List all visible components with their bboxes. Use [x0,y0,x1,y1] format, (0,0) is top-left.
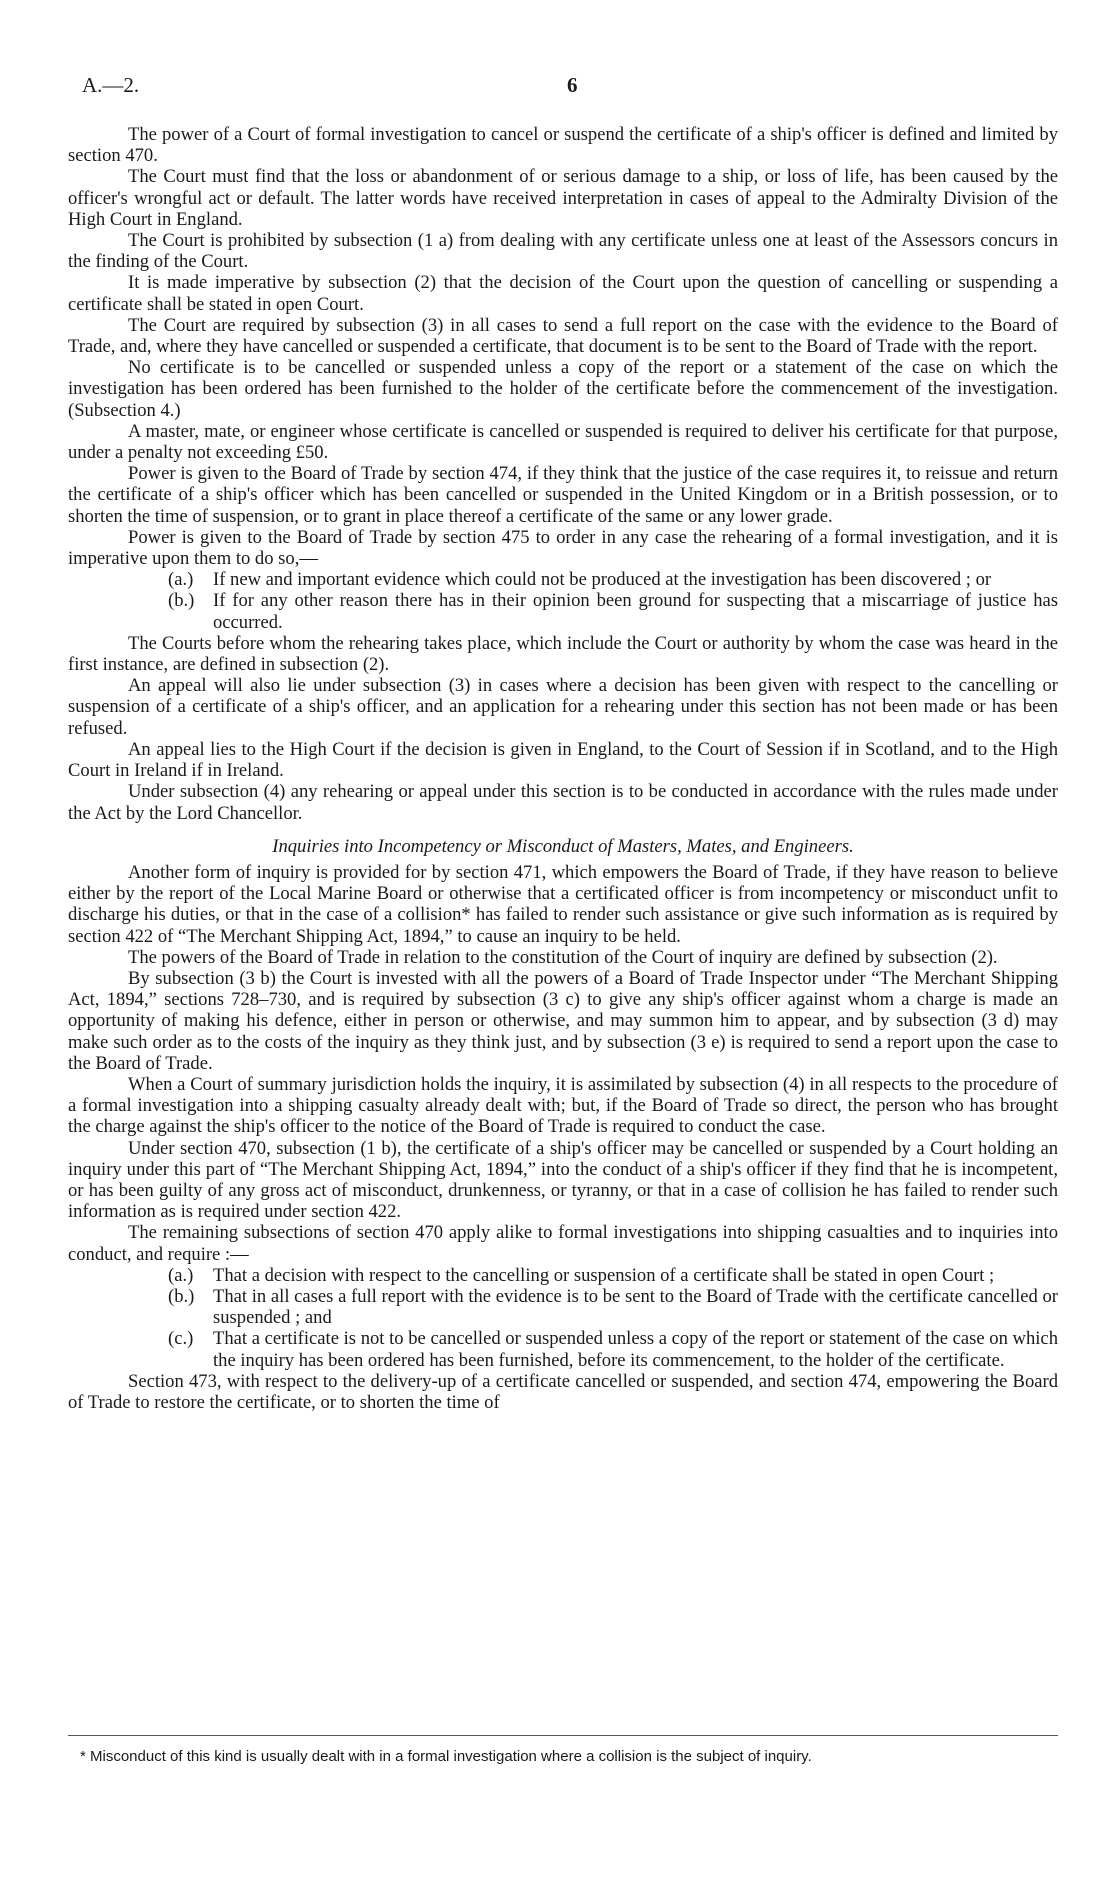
list-item [68,1286,1058,1328]
paragraph: The Courts before whom the rehearing takes place, which include the Court or authority by whom the case was heard in the first instance, are defined in subsection (2). [68,632,1058,676]
list-item [68,1328,1058,1370]
list-item [68,590,1058,632]
paragraph: Under section 470, subsection (1 b), the certificate of a ship's officer may be cancelled or suspended by a Court holding an inquiry under this part of “The Merchant Shipping Act, 1894,” into the conduct of a ship's officer if they find that he is incompetent, or has been guilty of any gross act of misconduct, drunkenness, or tyranny, or that in a case of collision he has failed to render such information as is required under section 422. [68,1137,1058,1223]
paragraph: An appeal will also lie under subsection (3) in cases where a decision has been given with respect to the cancelling or suspension of a certificate of a ship's officer, and an application for a rehearing under this section has not been made or has been refused. [68,675,1058,739]
list-item-text: That a decision with respect to the cancelling or suspension of a certificate shall be stated in open Court ; [213,1264,995,1286]
paragraph: The powers of the Board of Trade in relation to the constitution of the Court of inquiry are defined by subsection (2). [128,946,998,968]
list-item-label: (b.) [168,590,195,612]
paragraph: The Court are required by subsection (3) in all cases to send a full report on the case with the evidence to the Board of Trade, and, where they have cancelled or suspended a certificate, that document is to be sent to the Board of Trade with the report. [68,314,1058,358]
paragraph: A master, mate, or engineer whose certificate is cancelled or suspended is required to deliver his certificate for that purpose, under a penalty not exceeding £50. [68,420,1058,464]
paragraph: Power is given to the Board of Trade by section 475 to order in any case the rehearing of a formal investigation, and it is imperative upon them to do so,— [68,526,1058,570]
list-item-text: If for any other reason there has in their opinion been ground for suspecting that a miscarriage of justice has occurred. [213,590,1058,633]
footnote: * Misconduct of this kind is usually dealt with in a formal investigation where a collision is the subject of inquiry. [80,1748,812,1765]
paragraph: When a Court of summary jurisdiction holds the inquiry, it is assimilated by subsection (4) in all respects to the procedure of a formal investigation into a shipping casualty already dealt with; but, if the Board of Trade so direct, the person who has brought the charge against the ship's officer to the notice of the Board of Trade is required to conduct the case. [68,1073,1058,1138]
list-item [68,569,1058,590]
list-item-label: (c.) [168,1328,194,1350]
list-item-label: (a.) [168,1264,194,1286]
list-item-text: If new and important evidence which could not be produced at the investigation has been discovered ; or [213,569,992,591]
paragraph: Power is given to the Board of Trade by section 474, if they think that the justice of the case requires it, to reissue and return the certificate of a ship's officer which has been cancelled or suspended in the United Kingdom or in a British possession, or to shorten the time of suspension, or to grant in place thereof a certificate of the same or any lower grade. [68,463,1058,527]
paragraph: It is made imperative by subsection (2) that the decision of the Court upon the question of cancelling or suspending a certificate shall be stated in open Court. [68,272,1058,315]
paragraph: The Court must find that the loss or abandonment of or serious damage to a ship, or loss of life, has been caused by the officer's wrongful act or default. The latter words have received interpretation in cases of appeal to the Admiralty Division of the High Court in England. [68,166,1058,230]
body-text [68,124,1058,1413]
paragraph: An appeal lies to the High Court if the decision is given in England, to the Court of Session if in Scotland, and to the High Court in Ireland if in Ireland. [68,738,1058,782]
list-item-text: That a certificate is not to be cancelled or suspended unless a copy of the report or statement of the case on which the inquiry has been ordered has been furnished, before its commencement, to the holder of the certificate. [213,1328,1058,1371]
list-item-label: (a.) [168,569,194,591]
list-item-label: (b.) [168,1285,195,1307]
paragraph: Under subsection (4) any rehearing or appeal under this section is to be conducted in accordance with the rules made under the Act by the Lord Chancellor. [68,781,1058,824]
list-item [68,1265,1058,1286]
paragraph: By subsection (3 b) the Court is invested with all the powers of a Board of Trade Inspector under “The Merchant Shipping Act, 1894,” sections 728–730, and is required by subsection (3 c) to give any ship's officer against whom a charge is made an opportunity of making his defence, either in person or otherwise, and may summon him to appear, and by subsection (3 d) may make such order as to the costs of the inquiry as they think just, and by subsection (3 e) is required to send a report upon the case to the Board of Trade. [68,967,1058,1074]
document-reference: A.—2. [82,73,140,97]
paragraph: No certificate is to be cancelled or suspended unless a copy of the report or a statement of the case on which the investigation has been ordered has been furnished to the holder of the certificate before the commencement of the investigation. (Subsection 4.) [68,357,1058,421]
paragraph: Section 473, with respect to the delivery-up of a certificate cancelled or suspended, and section 474, empowering the Board of Trade to restore the certificate, or to shorten the time of [68,1370,1058,1413]
paragraph: The power of a Court of formal investigation to cancel or suspend the certificate of a ship's officer is defined and limited by section 470. [68,124,1058,167]
section-heading: Inquiries into Incompetency or Misconduct of Masters, Mates, and Engineers. [272,835,854,857]
footnote-divider [68,1735,1058,1736]
paragraph: Another form of inquiry is provided for by section 471, which empowers the Board of Trade, if they have reason to believe either by the report of the Local Marine Board or otherwise that a certificated officer is from incompetency or misconduct unfit to discharge his duties, or that in the case of a collision* has failed to render such assistance or give such information as is required by section 422 of “The Merchant Shipping Act, 1894,” to cause an inquiry to be held. [68,861,1058,947]
list-item-text: That in all cases a full report with the evidence is to be sent to the Board of Trade with the certificate cancelled or suspended ; and [213,1285,1058,1329]
page-number: 6 [567,73,578,97]
paragraph: The remaining subsections of section 470 apply alike to formal investigations into shipping casualties and to inquiries into conduct, and require :— [68,1222,1058,1265]
paragraph: The Court is prohibited by subsection (1 a) from dealing with any certificate unless one at least of the Assessors concurs in the finding of the Court. [68,230,1058,273]
